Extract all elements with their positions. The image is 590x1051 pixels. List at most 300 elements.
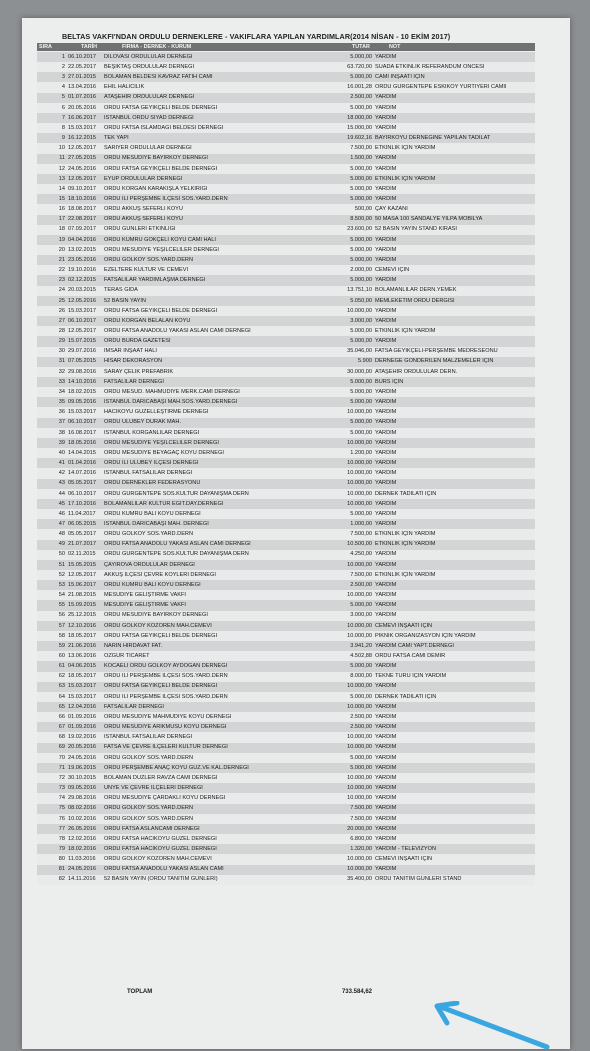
table-row xyxy=(37,174,535,184)
cell-no: 15 xyxy=(58,195,65,202)
cell-name: TERAS GIDA xyxy=(104,287,138,294)
table-row xyxy=(37,143,535,153)
cell-name: ORDU BURDA GAZETESİ xyxy=(104,338,171,345)
cell-amount: 4.502,88 xyxy=(350,653,372,660)
cell-date: 07.05.2015 xyxy=(68,358,96,365)
cell-name: ORDU FATSA HACIKÖYÜ GÜZEL DERNEĞİ xyxy=(104,845,217,852)
table-row xyxy=(37,52,535,62)
cell-date: 06.10.2017 xyxy=(68,490,96,497)
table-row xyxy=(37,215,535,225)
cell-no: 47 xyxy=(58,520,65,527)
table-row xyxy=(37,468,535,478)
cell-amount: 5.000,00 xyxy=(350,693,372,700)
cell-no: 22 xyxy=(58,267,65,274)
header-note: NOT xyxy=(389,44,401,50)
cell-note: YARDIM xyxy=(375,460,397,467)
cell-name: BOLAMANLILAR KÜLTÜR EĞİT.DAY.DERNEĞİ xyxy=(104,500,224,507)
table-row xyxy=(37,438,535,448)
cell-name: ORDU GÖLKÖY KOZÖREN MAH.CEMEVİ xyxy=(104,622,212,629)
table-row xyxy=(37,367,535,377)
cell-amount: 30.000,00 xyxy=(347,368,372,375)
table-row xyxy=(37,600,535,610)
table-row xyxy=(37,387,535,397)
table-row xyxy=(37,306,535,316)
cell-date: 13.02.2015 xyxy=(68,246,96,253)
cell-name: BOLAMAN BELDESİ KAVRAZ FATİH CAMİ xyxy=(104,74,213,81)
cell-note: ORDU GÜRGENTEPE ESKİKÖY YURTİYERİ CAMİİ xyxy=(375,84,507,91)
cell-date: 06.10.2017 xyxy=(68,317,96,324)
cell-amount: 7.500,00 xyxy=(350,531,372,538)
cell-note: YARDIM xyxy=(375,551,397,558)
cell-no: 33 xyxy=(58,378,65,385)
cell-date: 24.05.2016 xyxy=(68,866,96,873)
cell-note: ÇAY KAZANI xyxy=(375,206,408,213)
cell-name: ORDU İLİ PERŞEMBE İLÇESİ SOS.YARD.DERN xyxy=(104,693,228,700)
table-header xyxy=(37,43,535,51)
cell-no: 56 xyxy=(58,612,65,619)
table-row xyxy=(37,814,535,824)
table-row xyxy=(37,479,535,489)
cell-no: 65 xyxy=(58,703,65,710)
cell-date: 01.09.2016 xyxy=(68,724,96,731)
table-row xyxy=(37,519,535,529)
cell-note: YARDIM xyxy=(375,835,397,842)
cell-note: FATSA GEYİKÇELİ-PERŞEMBE MEDRESEÖNÜ xyxy=(375,348,498,355)
table-row xyxy=(37,865,535,875)
cell-no: 48 xyxy=(58,531,65,538)
cell-note: TEKNE TURU İÇİN YARDIM xyxy=(375,673,447,680)
table-row xyxy=(37,82,535,92)
cell-date: 21.06.2016 xyxy=(68,642,96,649)
cell-note: YARDIM xyxy=(375,713,397,720)
cell-date: 11.04.2017 xyxy=(68,510,96,517)
cell-date: 13.06.2016 xyxy=(68,653,96,660)
cell-note: YARDIM xyxy=(375,592,397,599)
cell-no: 55 xyxy=(58,602,65,609)
cell-note: YARDIM xyxy=(375,246,397,253)
header-name: FİRMA - DERNEK - KURUM xyxy=(122,44,192,50)
table-row xyxy=(37,661,535,671)
cell-name: ORDU AKKUŞ SEFERLİ KÖYÜ xyxy=(104,216,183,223)
cell-note: YARDIM xyxy=(375,94,397,101)
cell-date: 02.12.2015 xyxy=(68,277,96,284)
cell-note: YARDIM xyxy=(375,744,397,751)
cell-name: ORDU FATSA ANADOLU YAKASI ASLAN CAMİ xyxy=(104,866,224,873)
cell-note: YARDIM xyxy=(375,317,397,324)
cell-no: 20 xyxy=(58,246,65,253)
cell-note: YARDIM xyxy=(375,795,397,802)
table-row xyxy=(37,509,535,519)
cell-name: ORDU FATSA GEYİKÇELİ BELDE DERNEĞİ xyxy=(104,683,218,690)
cell-no: 49 xyxy=(58,541,65,548)
cell-name: ORDU AKKUŞ SEFERLİ KÖYÜ xyxy=(104,206,183,213)
cell-amount: 5.000,00 xyxy=(350,175,372,182)
cell-no: 27 xyxy=(58,317,65,324)
table-row xyxy=(37,255,535,265)
cell-note: YARDIM xyxy=(375,388,397,395)
cell-no: 28 xyxy=(58,328,65,335)
cell-amount: 4.250,00 xyxy=(350,551,372,558)
cell-note: BOLAMANLILAR DERN.YEMEK xyxy=(375,287,457,294)
cell-date: 14.10.2016 xyxy=(68,378,96,385)
cell-amount: 10.000,00 xyxy=(347,734,372,741)
cell-no: 66 xyxy=(58,713,65,720)
cell-amount: 10.000,00 xyxy=(347,409,372,416)
cell-date: 12.04.2016 xyxy=(68,703,96,710)
cell-note: YARDIM xyxy=(375,815,397,822)
cell-note: YARDIM xyxy=(375,470,397,477)
cell-name: ORDU KORGAN BELALAN KÖYÜ xyxy=(104,317,191,324)
cell-amount: 5.000,00 xyxy=(350,185,372,192)
table-row xyxy=(37,286,535,296)
cell-date: 06.10.2017 xyxy=(68,53,96,60)
cell-amount: 10.000,00 xyxy=(347,439,372,446)
cell-name: ORDU GÖLKÖY SOS.YARD.DERN xyxy=(104,531,193,538)
cell-name: ÖZGÜR TİCARET xyxy=(104,653,150,660)
cell-amount: 5.000,00 xyxy=(350,256,372,263)
cell-no: 54 xyxy=(58,592,65,599)
cell-name: HİSAR DEKORASYON xyxy=(104,358,163,365)
cell-date: 13.04.2016 xyxy=(68,84,96,91)
cell-name: ORDU FATSA HACIKÖYÜ GÜZEL DERNEĞİ xyxy=(104,835,217,842)
cell-note: YARDIM - TELEVİZYON xyxy=(375,845,437,852)
table-row xyxy=(37,265,535,275)
cell-amount: 3.000,00 xyxy=(350,317,372,324)
table-row xyxy=(37,347,535,357)
cell-amount: 35.400,00 xyxy=(347,876,372,883)
cell-amount: 15.000,00 xyxy=(347,124,372,131)
cell-amount: 10.000,00 xyxy=(347,866,372,873)
cell-amount: 23.600,00 xyxy=(347,226,372,233)
table-row xyxy=(37,296,535,306)
cell-date: 02.11.2015 xyxy=(68,551,96,558)
table-row xyxy=(37,62,535,72)
cell-amount: 18.000,00 xyxy=(347,114,372,121)
cell-note: DERNEK TADİLATI İÇİN xyxy=(375,490,437,497)
cell-date: 27.01.2015 xyxy=(68,74,96,81)
cell-date: 25.12.2015 xyxy=(68,612,96,619)
cell-no: 73 xyxy=(58,785,65,792)
cell-date: 21.07.2017 xyxy=(68,541,96,548)
cell-amount: 10.500,00 xyxy=(347,541,372,548)
cell-note: YARDIM xyxy=(375,866,397,873)
cell-no: 10 xyxy=(58,145,65,152)
cell-name: İSTANBUL DARICABAŞI MAH.SOS.YARD.DERNEĞİ xyxy=(104,399,238,406)
cell-no: 45 xyxy=(58,500,65,507)
cell-name: ORDU FATSA GEYİKÇELİ BELDE DERNEĞİ xyxy=(104,104,218,111)
cell-amount: 5.000,00 xyxy=(350,764,372,771)
cell-no: 71 xyxy=(58,764,65,771)
cell-note: ETKİNLİK İÇİN YARDIM xyxy=(375,328,436,335)
cell-amount: 7.500,00 xyxy=(350,815,372,822)
table-row xyxy=(37,93,535,103)
cell-no: 75 xyxy=(58,805,65,812)
cell-note: YARDIM xyxy=(375,805,397,812)
cell-date: 09.05.2016 xyxy=(68,399,96,406)
cell-note: YARDIM xyxy=(375,419,397,426)
table-row xyxy=(37,611,535,621)
cell-date: 14.04.2015 xyxy=(68,449,96,456)
table-row xyxy=(37,773,535,783)
cell-no: 58 xyxy=(58,632,65,639)
cell-note: ETKİNLİK İÇİN YARDIM xyxy=(375,145,436,152)
cell-note: YARDIM xyxy=(375,764,397,771)
cell-note: CEMEVİ İNŞAATI İÇİN xyxy=(375,622,433,629)
cell-no: 82 xyxy=(58,876,65,883)
cell-no: 78 xyxy=(58,835,65,842)
cell-name: ORDU MESUDİYE YEŞİLCELİLER DERNEĞİ xyxy=(104,246,219,253)
cell-amount: 5.000,00 xyxy=(350,510,372,517)
cell-amount: 10.000,00 xyxy=(347,856,372,863)
cell-no: 3 xyxy=(61,74,65,81)
cell-date: 01.09.2016 xyxy=(68,713,96,720)
cell-amount: 10.000,00 xyxy=(347,744,372,751)
cell-no: 7 xyxy=(61,114,65,121)
cell-date: 21.08.2015 xyxy=(68,592,96,599)
cell-no: 41 xyxy=(58,460,65,467)
cell-name: ORDU DERNEKLER FEDERASYONU xyxy=(104,480,201,487)
cell-date: 05.05.2017 xyxy=(68,480,96,487)
cell-no: 44 xyxy=(58,490,65,497)
cell-note: YARDIM xyxy=(375,785,397,792)
table-row xyxy=(37,692,535,702)
table-row xyxy=(37,712,535,722)
cell-amount: 63.720,00 xyxy=(347,63,372,70)
cell-date: 05.05.2017 xyxy=(68,531,96,538)
cell-amount: 10.000,00 xyxy=(347,460,372,467)
table-row xyxy=(37,326,535,336)
table-row xyxy=(37,641,535,651)
table-row xyxy=(37,448,535,458)
cell-note: CAMİ İNŞAATI İÇİN xyxy=(375,74,425,81)
cell-name: FATSALILAR DERNEĞİ xyxy=(104,703,164,710)
table-row xyxy=(37,540,535,550)
cell-date: 01.04.2016 xyxy=(68,460,96,467)
cell-date: 18.05.2016 xyxy=(68,439,96,446)
cell-name: BOLAMAN DÜZLER RAVZA CAMİ DERNEĞİ xyxy=(104,774,218,781)
table-row xyxy=(37,133,535,143)
cell-note: MEMLEKETİM ORDU DERGİSİ xyxy=(375,297,455,304)
cell-date: 16.12.2015 xyxy=(68,135,96,142)
cell-date: 12.10.2016 xyxy=(68,622,96,629)
cell-date: 14.07.2016 xyxy=(68,470,96,477)
cell-date: 24.05.2016 xyxy=(68,165,96,172)
table-row xyxy=(37,580,535,590)
table-row xyxy=(37,418,535,428)
arrow-icon xyxy=(427,1001,557,1051)
table-row xyxy=(37,550,535,560)
cell-note: YARDIM xyxy=(375,520,397,527)
cell-amount: 6.800,00 xyxy=(350,835,372,842)
document-title: BELTAS VAKFI'NDAN ORDULU DERNEKLERE - VAKIFLARA YAPILAN YARDIMLAR(2014 NİSAN - 10 EKİM 2017) xyxy=(62,32,451,41)
cell-note: CEMEVİ İÇİN xyxy=(375,267,410,274)
cell-date: 12.05.2016 xyxy=(68,297,96,304)
cell-date: 15.03.2017 xyxy=(68,683,96,690)
table-row xyxy=(37,154,535,164)
cell-no: 53 xyxy=(58,581,65,588)
cell-note: ETKİNLİK İÇİN YARDIM xyxy=(375,571,436,578)
table-row xyxy=(37,235,535,245)
cell-amount: 1.000,00 xyxy=(350,520,372,527)
cell-name: ORDU GÖLKÖY SOS.YARD.DERN xyxy=(104,815,193,822)
cell-date: 15.03.2017 xyxy=(68,693,96,700)
cell-date: 15.03.2017 xyxy=(68,409,96,416)
cell-name: ORDU ULUBEY DURAK MAH. xyxy=(104,419,181,426)
cell-no: 19 xyxy=(58,236,65,243)
total-amount: 733.584,62 xyxy=(341,989,372,995)
cell-amount: 7.500,00 xyxy=(350,145,372,152)
cell-date: 29.07.2016 xyxy=(68,348,96,355)
cell-name: ORDU FATSA GEYİKÇELİ BELDE DERNEĞİ xyxy=(104,307,218,314)
cell-name: HACIKÖYÜ GÜZELLEŞTİRME DERNEĞİ xyxy=(104,409,209,416)
cell-name: ATAŞEHİR ORDULULAR DERNEĞİ xyxy=(104,94,195,101)
cell-date: 07.09.2017 xyxy=(68,226,96,233)
cell-name: 52 BASIN YAYIN (ORDU TANITIM GÜNLERİ) xyxy=(104,876,218,883)
cell-name: ORDU MESUD. MAHMUDİYE MERK.CAMİ DERNEĞİ xyxy=(104,388,240,395)
cell-date: 10.02.2016 xyxy=(68,815,96,822)
table-row xyxy=(37,621,535,631)
cell-amount: 2.000,00 xyxy=(350,267,372,274)
table-row xyxy=(37,844,535,854)
cell-no: 16 xyxy=(58,206,65,213)
table-row xyxy=(37,397,535,407)
cell-no: 30 xyxy=(58,348,65,355)
cell-note: YARDIM xyxy=(375,825,397,832)
cell-no: 11 xyxy=(59,155,65,162)
table-row xyxy=(37,560,535,570)
cell-amount: 10.000,00 xyxy=(347,785,372,792)
cell-name: ORDU GÖLKÖY SOS.YARD.DERN xyxy=(104,805,193,812)
cell-amount: 5.000,00 xyxy=(350,388,372,395)
cell-note: YARDIM xyxy=(375,724,397,731)
table-row xyxy=(37,824,535,834)
table-row xyxy=(37,793,535,803)
cell-name: ORDU GÜRGENTEPE SOS.KÜLTÜR DAYANIŞMA DERN xyxy=(104,551,249,558)
cell-name: ORDU MESUDİYE MAHMUDİYE KÖYÜ DERNEĞİ xyxy=(104,713,232,720)
table-row xyxy=(37,753,535,763)
cell-date: 12.05.2017 xyxy=(68,571,96,578)
table-row xyxy=(37,489,535,499)
cell-note: YARDIM xyxy=(375,195,397,202)
cell-note: YARDIM xyxy=(375,155,397,162)
cell-no: 70 xyxy=(58,754,65,761)
cell-note: YARDIM xyxy=(375,104,397,111)
table-row xyxy=(37,702,535,712)
cell-name: ORDU FATSA İSLAMDAĞI BELDESİ DERNEĞİ xyxy=(104,124,224,131)
cell-amount: 5.000,00 xyxy=(350,602,372,609)
cell-no: 29 xyxy=(58,338,65,345)
cell-name: ORDU MESUDİYE YEŞİLCELİLER DERNEĞİ xyxy=(104,439,219,446)
cell-no: 63 xyxy=(58,683,65,690)
cell-amount: 5.000,00 xyxy=(350,663,372,670)
cell-name: ORDU FATSA ANADOLU YAKASI ASLAN CAMİ DERNEĞİ xyxy=(104,328,251,335)
cell-name: İSTANBUL ORDU SİYAD DERNEĞİ xyxy=(104,114,194,121)
cell-amount: 5.000,00 xyxy=(350,53,372,60)
cell-amount: 7.500,00 xyxy=(350,571,372,578)
cell-date: 18.10.2016 xyxy=(68,195,96,202)
table-row xyxy=(37,499,535,509)
cell-amount: 8.500,00 xyxy=(350,216,372,223)
table-row xyxy=(37,529,535,539)
cell-name: ORDU GÜRGENTEPE SOS.KÜLTÜR DAYANIŞMA DERN xyxy=(104,490,249,497)
cell-name: NARİN HIRDAVAT FAT. xyxy=(104,642,163,649)
cell-note: YARDIM xyxy=(375,429,397,436)
cell-note: YARDIM xyxy=(375,581,397,588)
cell-note: YARDIM xyxy=(375,439,397,446)
cell-note: YARDIM xyxy=(375,338,397,345)
cell-date: 17.10.2016 xyxy=(68,500,96,507)
cell-no: 60 xyxy=(58,653,65,660)
table-row xyxy=(37,651,535,661)
cell-name: FATSALILAR YARDIMLAŞMA DERNEĞİ xyxy=(104,277,206,284)
table-row xyxy=(37,732,535,742)
cell-amount: 500,00 xyxy=(354,206,372,213)
cell-amount: 3.000,00 xyxy=(350,612,372,619)
cell-amount: 5.000,00 xyxy=(350,378,372,385)
table-row xyxy=(37,672,535,682)
cell-amount: 10.000,00 xyxy=(347,795,372,802)
cell-no: 38 xyxy=(58,429,65,436)
cell-amount: 5.050,00 xyxy=(350,297,372,304)
cell-note: DERNEĞE GÖNDERİLEN MALZEMELER İÇİN xyxy=(375,358,494,365)
cell-name: ORDU İLİ ULUBEY İLÇESİ DERNEĞİ xyxy=(104,460,199,467)
cell-date: 29.08.2016 xyxy=(68,368,96,375)
cell-note: YARDIM xyxy=(375,602,397,609)
cell-date: 22.05.2017 xyxy=(68,63,96,70)
cell-no: 79 xyxy=(58,845,65,852)
cell-no: 9 xyxy=(61,135,65,142)
cell-note: YARDIM xyxy=(375,124,397,131)
table-row xyxy=(37,875,535,885)
cell-name: ORDU GÜNLERİ ETKİNLİĞİ xyxy=(104,226,176,233)
table-row xyxy=(37,428,535,438)
table-row xyxy=(37,631,535,641)
cell-name: EHİL HALICILIK xyxy=(104,84,145,91)
cell-note: SUADA ETKİNLİK REFERANDUM ÖNCESİ xyxy=(375,63,485,70)
cell-amount: 10.000,00 xyxy=(347,307,372,314)
table-row xyxy=(37,72,535,82)
cell-name: ORDU GÖLKÖY SOS.YARD.DERN xyxy=(104,754,193,761)
cell-no: 25 xyxy=(58,297,65,304)
header-no: SIRA xyxy=(39,44,52,50)
cell-no: 36 xyxy=(58,409,65,416)
cell-no: 68 xyxy=(58,734,65,741)
cell-name: ORDU KUMRU BALI KÖYÜ DERNEĞİ xyxy=(104,510,201,517)
cell-name: TEK YAPI xyxy=(104,135,129,142)
cell-amount: 10.000,00 xyxy=(347,592,372,599)
cell-date: 09.10.2017 xyxy=(68,185,96,192)
cell-date: 15.06.2017 xyxy=(68,581,96,588)
cell-date: 24.05.2016 xyxy=(68,754,96,761)
cell-amount: 10.000,00 xyxy=(347,500,372,507)
cell-amount: 3.941,20 xyxy=(350,642,372,649)
cell-date: 16.08.2017 xyxy=(68,429,96,436)
cell-date: 18.02.2015 xyxy=(68,388,96,395)
cell-date: 18.02.2016 xyxy=(68,845,96,852)
cell-note: 50 MASA 100 SANDALYE YILPA MOBİLYA xyxy=(375,216,483,223)
cell-date: 06.05.2015 xyxy=(68,520,96,527)
cell-amount: 2.500,00 xyxy=(350,94,372,101)
cell-amount: 10.000,00 xyxy=(347,490,372,497)
cell-date: 01.07.2016 xyxy=(68,94,96,101)
cell-note: YARDIM xyxy=(375,683,397,690)
table-row xyxy=(37,722,535,732)
cell-amount: 20.000,00 xyxy=(347,825,372,832)
cell-name: ORDU MESUDİYE BAYIRKÖY DERNEĞİ xyxy=(104,612,208,619)
cell-name: ORDU FATSA ANADOLU YAKASI ASLAN CAMİ DERNEĞİ xyxy=(104,541,251,548)
cell-amount: 5.000,00 xyxy=(350,236,372,243)
cell-note: YARDIM xyxy=(375,500,397,507)
